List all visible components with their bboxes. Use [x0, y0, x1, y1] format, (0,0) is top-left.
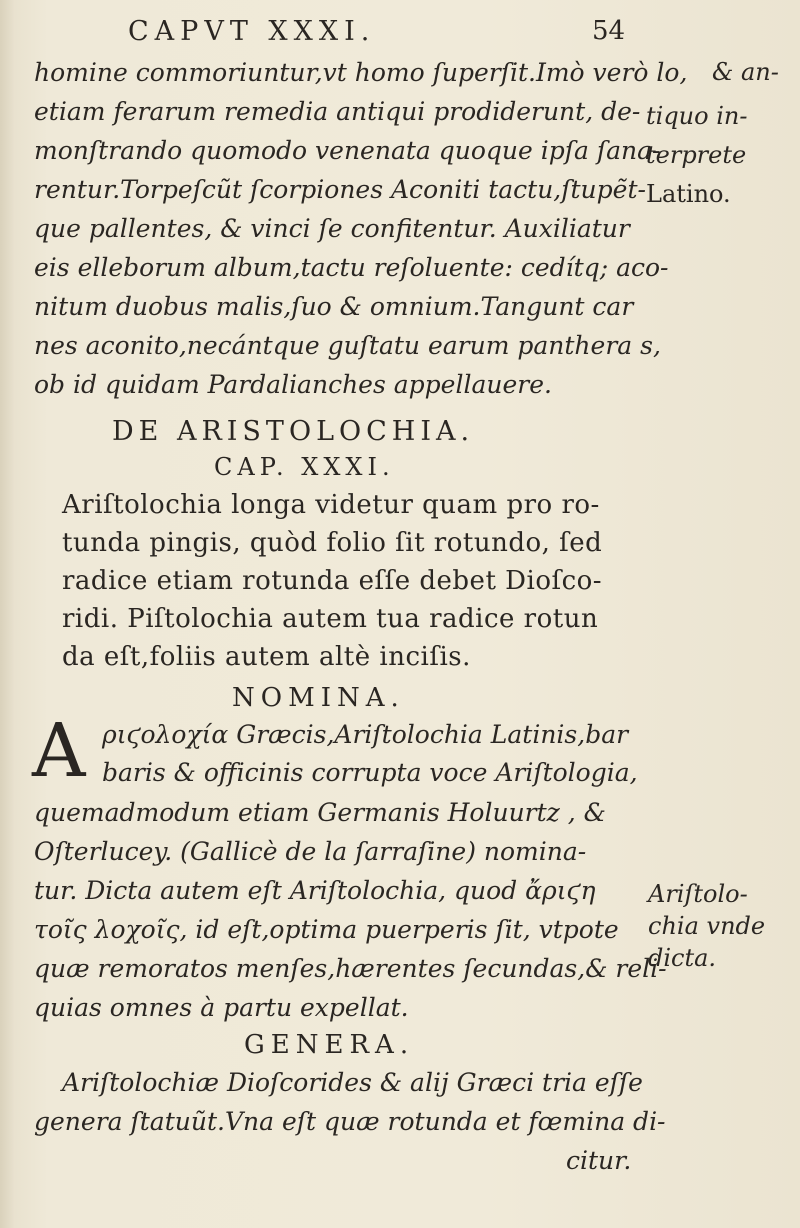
p1-line-1: homine commoriuntur,vt homo ſuperſit.Imò verò lo,: [34, 58, 688, 87]
section-title: DE ARISTOLOCHIA.: [112, 416, 475, 447]
page-gutter: [0, 0, 14, 1228]
running-title: CAPVT XXXI.: [128, 16, 376, 47]
p3-line-6: τοῖς λοχοῖς, id eſt,optima puerperis ſit, vtpote: [34, 915, 619, 944]
p4-line-3: citur.: [566, 1146, 632, 1175]
margin-fragment: & an-: [712, 58, 779, 86]
genera-heading: GENERA.: [244, 1030, 415, 1060]
p2-line-5: da eſt,foliis autem altè inciſis.: [62, 642, 471, 672]
margin-note-2-line: dicta.: [648, 944, 717, 972]
drop-initial: A: [32, 708, 86, 794]
p1-line-2: etiam ferarum remedia antiqui prodiderunt, de-: [34, 97, 641, 126]
page-number: 54: [592, 16, 626, 46]
margin-note-2-line: chia vnde: [648, 912, 766, 940]
p1-line-4: rentur.Torpeſcũt ſcorpiones Aconiti tactu,ſtupẽt-: [34, 175, 646, 204]
p2-line-3: radice etiam rotunda eſſe debet Dioſco-: [62, 566, 603, 596]
p3-line-5: tur. Dicta autem eſt Ariſtolochia, quod ἄριϛη: [34, 876, 596, 905]
margin-note-2-line: Ariſtolo-: [648, 880, 748, 908]
margin-note-1-line: terprete: [646, 141, 747, 169]
margin-note-1-line: Latino.: [646, 180, 731, 208]
margin-note-1: [646, 102, 747, 208]
nomina-heading: NOMINA.: [232, 683, 405, 713]
chapter-label: CAP. XXXI.: [214, 453, 395, 481]
p4-line-2: genera ſtatuũt.Vna eſt quæ rotunda et fœmina di-: [34, 1107, 666, 1136]
p3-line-3: quemadmodum etiam Germanis Holuurtz , &: [34, 798, 606, 827]
p2-line-2: tunda pingis, quòd folio ſit rotundo, ſed: [62, 528, 603, 558]
p3-line-8: quias omnes à partu expellat.: [34, 993, 409, 1022]
p1-line-6: eis elleborum album,tactu reſoluente: cedítq; aco-: [34, 253, 669, 282]
p3-line-7: quæ remoratos menſes,hærentes ſecundas,& reli-: [34, 954, 667, 983]
margin-note-2: [648, 880, 765, 972]
p1-line-3: monſtrando quomodo venenata quoque ipſa ſana-: [34, 136, 661, 165]
p3-line-2: baris & officinis corrupta voce Ariſtologia,: [102, 758, 638, 787]
margin-note-1-line: tiquo in-: [646, 102, 748, 130]
p1-line-7: nitum duobus malis,ſuo & omnium.Tangunt car: [34, 292, 634, 321]
p4-line-1: Ariſtolochiæ Dioſcorides & alij Græci tria eſſe: [62, 1068, 643, 1097]
p3-line-1: ριϛολοχία Græcis,Ariſtolochia Latinis,bar: [102, 720, 629, 749]
p1-line-9: ob id quidam Pardalianches appellauere.: [34, 370, 552, 399]
p2-line-4: ridi. Piſtolochia autem tua radice rotun: [62, 604, 599, 634]
p3-line-4: Oſterlucey. (Gallicè de la ſarraſine) nomina-: [34, 837, 587, 866]
p2-line-1: Ariſtolochia longa videtur quam pro ro-: [62, 490, 600, 520]
p1-line-5: que pallentes, & vinci ſe confitentur. Auxiliatur: [34, 214, 630, 243]
p1-line-8: nes aconito,necántque guſtatu earum panthera s,: [34, 331, 661, 360]
